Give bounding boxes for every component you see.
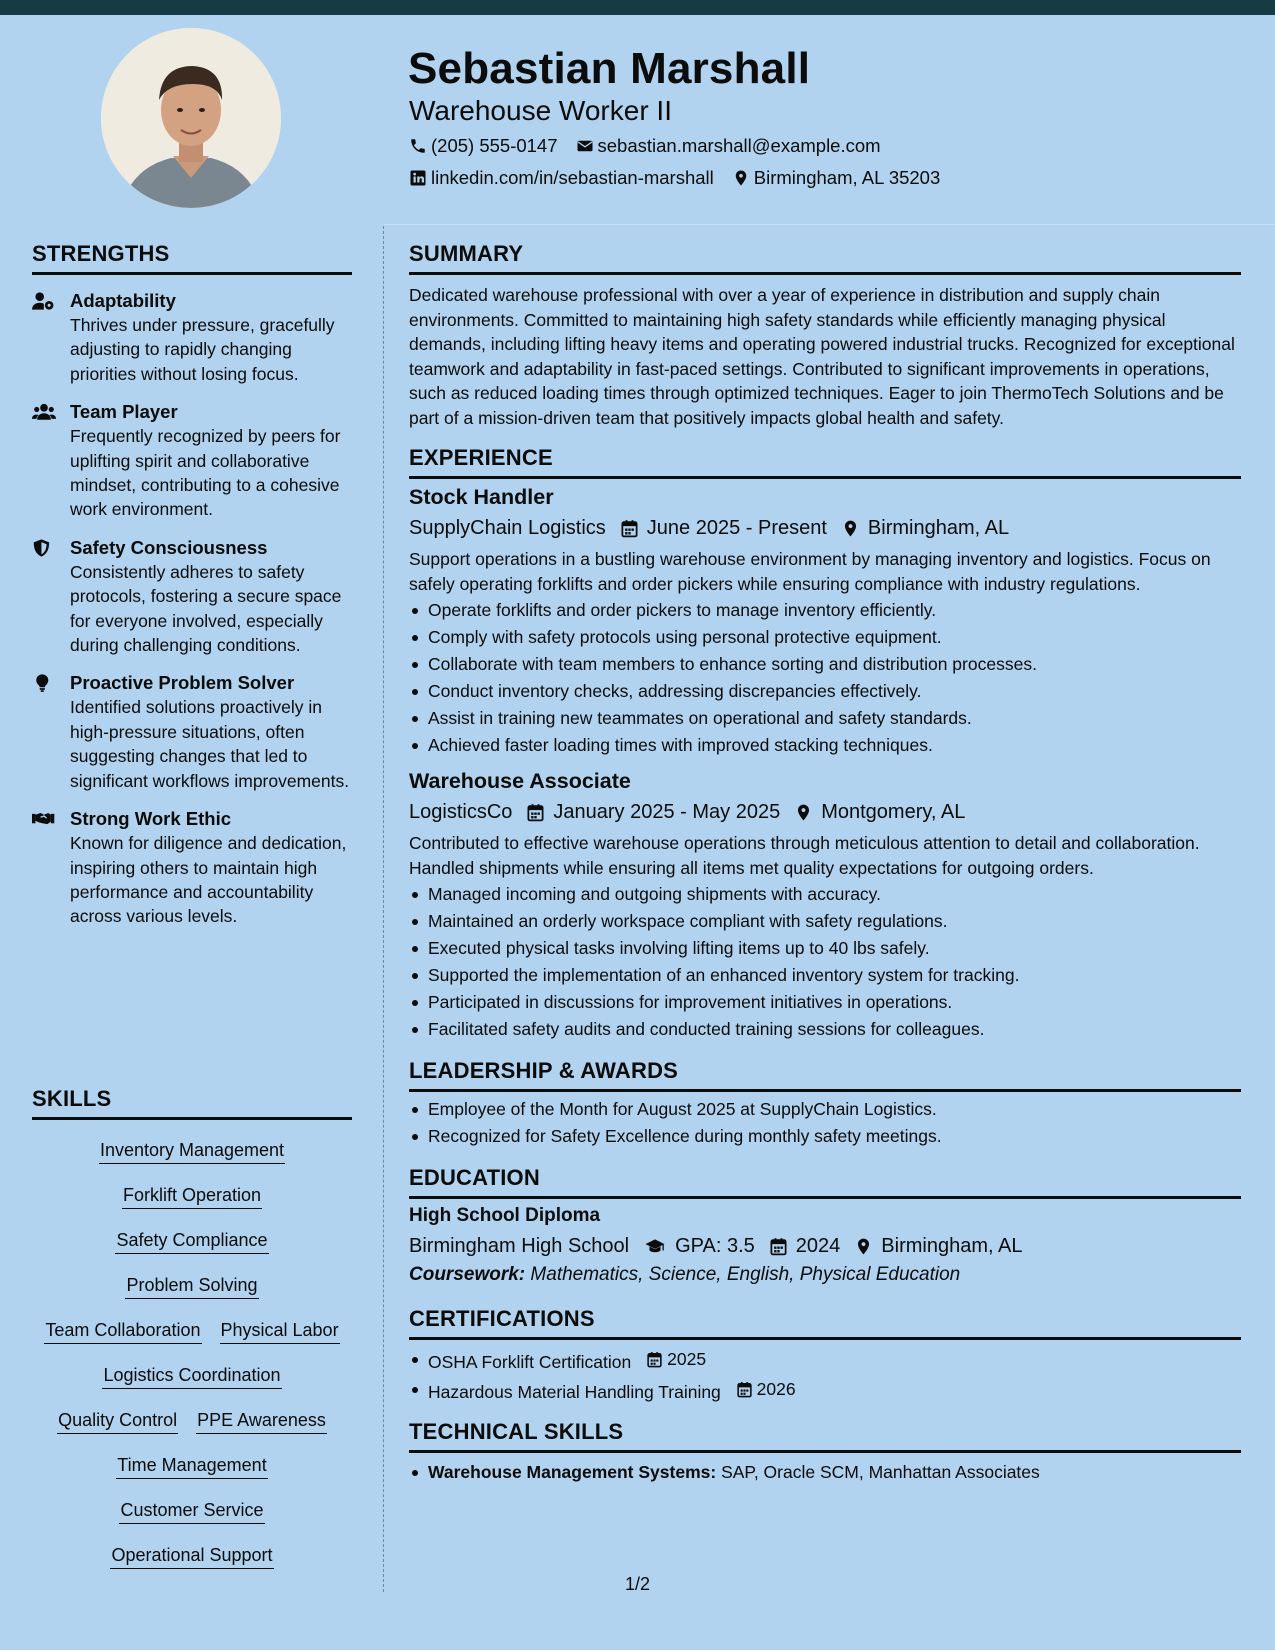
job-location — [841, 513, 1009, 543]
map-pin-icon — [854, 1237, 873, 1256]
summary-section — [409, 240, 1241, 430]
technical-skill-item — [409, 1459, 1241, 1486]
map-pin-icon — [732, 169, 750, 187]
skills-heading: SKILLS — [32, 1086, 112, 1111]
certifications-list — [409, 1346, 1241, 1406]
cert-name: Hazardous Material Handling Training — [428, 1382, 721, 1402]
tech-skill-label: Warehouse Management Systems: — [428, 1462, 717, 1482]
strength-item — [32, 671, 352, 793]
calendar-icon — [736, 1381, 753, 1398]
job-meta — [409, 797, 1241, 827]
portrait-image — [101, 28, 281, 208]
linkedin-icon — [409, 169, 427, 187]
school-text: Birmingham High School — [409, 1235, 630, 1257]
skill-tag: Logistics Coordination — [102, 1363, 281, 1389]
job-bullets — [409, 597, 1241, 759]
contact-row-1 — [409, 134, 899, 158]
skill-tag: Team Collaboration — [44, 1318, 201, 1344]
map-pin-icon — [794, 803, 813, 822]
awards-heading: LEADERSHIP & AWARDS — [409, 1058, 679, 1083]
phone-text: (205) 555-0147 — [431, 135, 558, 156]
strength-item — [32, 289, 352, 386]
page-number: 1/2 — [624, 1574, 651, 1594]
section-rule — [409, 1337, 1241, 1340]
job-location — [794, 797, 965, 827]
skill-tag: Forklift Operation — [122, 1183, 262, 1209]
strength-title: Safety Consciousness — [70, 536, 268, 558]
section-rule — [32, 1117, 352, 1120]
envelope-icon — [576, 137, 594, 155]
location-text: Birmingham, AL 35203 — [753, 167, 941, 188]
location-text: Birmingham, AL — [881, 1235, 1023, 1257]
technical-skills-heading: TECHNICAL SKILLS — [409, 1419, 624, 1444]
main-column — [409, 240, 1241, 1492]
job-entry — [409, 767, 1241, 1043]
strengths-list — [32, 289, 352, 929]
calendar-icon — [620, 519, 639, 538]
section-rule — [409, 476, 1241, 479]
education-meta — [409, 1231, 1241, 1261]
experience-section — [409, 444, 1241, 1043]
skill-tag: Customer Service — [119, 1498, 264, 1524]
strength-title: Adaptability — [70, 290, 176, 311]
skills-list — [32, 1132, 352, 1582]
coursework-label: Coursework: — [409, 1264, 526, 1285]
candidate-name: Sebastian Marshall — [408, 44, 811, 93]
coursework-text: Mathematics, Science, English, Physical Education — [530, 1264, 961, 1285]
certifications-section — [409, 1305, 1241, 1406]
linkedin-text: linkedin.com/in/sebastian-marshall — [431, 167, 714, 188]
graduation-cap-icon — [643, 1237, 667, 1256]
section-rule — [409, 1450, 1241, 1453]
school-location — [854, 1231, 1022, 1261]
location-text: Montgomery, AL — [821, 801, 966, 823]
strength-title: Strong Work Ethic — [70, 808, 232, 830]
education-heading: EDUCATION — [409, 1165, 540, 1190]
strength-item — [32, 807, 352, 929]
job-bullets — [409, 881, 1241, 1043]
education-section — [409, 1164, 1241, 1289]
top-bar — [0, 0, 1275, 15]
phone-contact[interactable] — [409, 135, 558, 157]
tech-skill-value: SAP, Oracle SCM, Manhattan Associates — [721, 1462, 1040, 1482]
gpa-text: GPA: 3.5 — [675, 1235, 755, 1257]
skill-tag: PPE Awareness — [196, 1408, 327, 1434]
job-meta — [409, 513, 1241, 543]
company-text: LogisticsCo — [409, 801, 513, 823]
coursework — [409, 1261, 1241, 1289]
cert-year — [646, 1346, 706, 1373]
experience-heading: EXPERIENCE — [409, 445, 553, 470]
graduation-year — [769, 1231, 841, 1261]
section-rule — [32, 272, 352, 275]
job-description: Contributed to effective warehouse operations through meticulous attention to detail and collaboration. Handled shipments while ensuring all items met quality expectations for outgoing orders. — [409, 833, 1200, 878]
school-name — [409, 1231, 629, 1261]
strength-desc: Known for diligence and dedication, inspiring others to maintain high performance and accountability across various levels. — [70, 833, 347, 927]
certification-item — [409, 1376, 1241, 1406]
certifications-heading: CERTIFICATIONS — [409, 1306, 595, 1331]
location-contact — [732, 167, 940, 189]
job-dates — [526, 797, 780, 827]
skill-tag: Operational Support — [110, 1543, 273, 1569]
shield-icon — [32, 538, 56, 558]
strength-item — [32, 536, 352, 658]
skill-tag: Time Management — [116, 1453, 267, 1479]
strength-title: Team Player — [70, 401, 178, 423]
strength-desc: Frequently recognized by peers for uplifting spirit and collaborative mindset, contributing to a cohesive work environment. — [70, 426, 341, 520]
section-rule — [409, 272, 1241, 275]
bullet-item: Managed incoming and outgoing shipments with accuracy. — [409, 881, 1241, 908]
job-title: Stock Handler — [409, 485, 554, 509]
cert-year-text: 2026 — [756, 1379, 796, 1399]
job-entry — [409, 483, 1241, 759]
strength-desc: Thrives under pressure, gracefully adjusting to rapidly changing priorities without losing focus. — [70, 315, 335, 384]
skill-tag: Quality Control — [57, 1408, 178, 1434]
bullet-item: Collaborate with team members to enhance sorting and distribution processes. — [409, 651, 1241, 678]
bullet-item: Assist in training new teammates on operational and safety standards. — [409, 705, 1241, 732]
skill-tag: Safety Compliance — [115, 1228, 268, 1254]
lightbulb-icon — [32, 673, 56, 693]
section-rule — [409, 1196, 1241, 1199]
job-company — [409, 513, 606, 543]
cert-year-text: 2025 — [667, 1349, 707, 1369]
phone-icon — [409, 137, 427, 155]
skills-section — [32, 1085, 352, 1582]
year-text: 2024 — [795, 1235, 841, 1257]
cert-name: OSHA Forklift Certification — [428, 1352, 632, 1372]
location-text: Birmingham, AL — [867, 517, 1010, 539]
strengths-section — [32, 240, 352, 943]
job-description: Support operations in a bustling warehouse environment by managing inventory and logistics. Focus on safely operating forklifts and order pickers while ensuring compliance with industry regulations. — [409, 549, 1211, 594]
calendar-icon — [526, 803, 545, 822]
map-pin-icon — [841, 519, 860, 538]
handshake-icon — [32, 809, 56, 829]
certification-item — [409, 1346, 1241, 1376]
section-rule — [409, 1089, 1241, 1092]
awards-section — [409, 1057, 1241, 1150]
bullet-item: Operate forklifts and order pickers to manage inventory efficiently. — [409, 597, 1241, 624]
dates-text: January 2025 - May 2025 — [553, 801, 781, 823]
email-text: sebastian.marshall@example.com — [597, 135, 881, 156]
company-text: SupplyChain Logistics — [409, 517, 606, 539]
users-icon — [32, 402, 56, 422]
technical-skills-section — [409, 1418, 1241, 1486]
strength-desc: Identified solutions proactively in high-pressure situations, often suggesting changes that led to significant workflows improvements. — [70, 697, 350, 791]
strength-title: Proactive Problem Solver — [70, 672, 295, 694]
bullet-item: Maintained an orderly workspace compliant with safety regulations. — [409, 908, 1241, 935]
gpa — [643, 1231, 755, 1261]
contact-row-2 — [409, 166, 958, 190]
skill-tag: Inventory Management — [99, 1138, 285, 1164]
calendar-icon — [769, 1237, 788, 1256]
summary-heading: SUMMARY — [409, 241, 524, 266]
bullet-item: Achieved faster loading times with improved stacking techniques. — [409, 732, 1241, 759]
strength-item — [32, 400, 352, 522]
degree-title: High School Diploma — [409, 1205, 601, 1226]
skill-tag: Physical Labor — [220, 1318, 340, 1344]
bullet-item: Recognized for Safety Excellence during monthly safety meetings. — [409, 1123, 1241, 1150]
bullet-item: Executed physical tasks involving lifting items up to 40 lbs safely. — [409, 935, 1241, 962]
bullet-item: Conduct inventory checks, addressing discrepancies effectively. — [409, 678, 1241, 705]
bullet-item: Comply with safety protocols using personal protective equipment. — [409, 624, 1241, 651]
job-title: Warehouse Associate — [409, 769, 631, 793]
summary-text: Dedicated warehouse professional with over a year of experience in distribution and supply chain environments. Committed to maintaining high safety standards while efficiently managing physical demands, including lifting heavy items and operating powered industrial trucks. Recognized for exceptional teamwork and adaptability in fast-paced settings. Contributed to significant improvements in operations, such as reduced loading times through optimized techniques. Eager to join ThermoTech Solutions and be part of a mission-driven team that positively impacts global health and safety. — [409, 285, 1235, 428]
bullet-item: Facilitated safety audits and conducted training sessions for colleagues. — [409, 1016, 1241, 1043]
bullet-item: Employee of the Month for August 2025 at SupplyChain Logistics. — [409, 1096, 1241, 1123]
header-divider — [384, 224, 1275, 225]
linkedin-contact[interactable] — [409, 167, 714, 189]
email-contact[interactable] — [576, 135, 881, 157]
strengths-heading: STRENGTHS — [32, 241, 170, 266]
job-dates — [620, 513, 827, 543]
skill-tag: Problem Solving — [125, 1273, 258, 1299]
bullet-item: Participated in discussions for improvement initiatives in operations. — [409, 989, 1241, 1016]
awards-bullets — [409, 1096, 1241, 1150]
technical-skills-list — [409, 1459, 1241, 1486]
user-gear-icon — [32, 291, 56, 311]
job-company — [409, 797, 512, 827]
dates-text: June 2025 - Present — [646, 517, 827, 539]
cert-year — [736, 1376, 796, 1403]
strength-desc: Consistently adheres to safety protocols, fostering a secure space for everyone involved, especially during challenging conditions. — [70, 561, 342, 656]
calendar-icon — [646, 1351, 663, 1368]
bullet-item: Supported the implementation of an enhanced inventory system for tracking. — [409, 962, 1241, 989]
profile-photo — [101, 28, 281, 208]
column-divider — [383, 226, 384, 1592]
candidate-title: Warehouse Worker II — [409, 95, 672, 126]
